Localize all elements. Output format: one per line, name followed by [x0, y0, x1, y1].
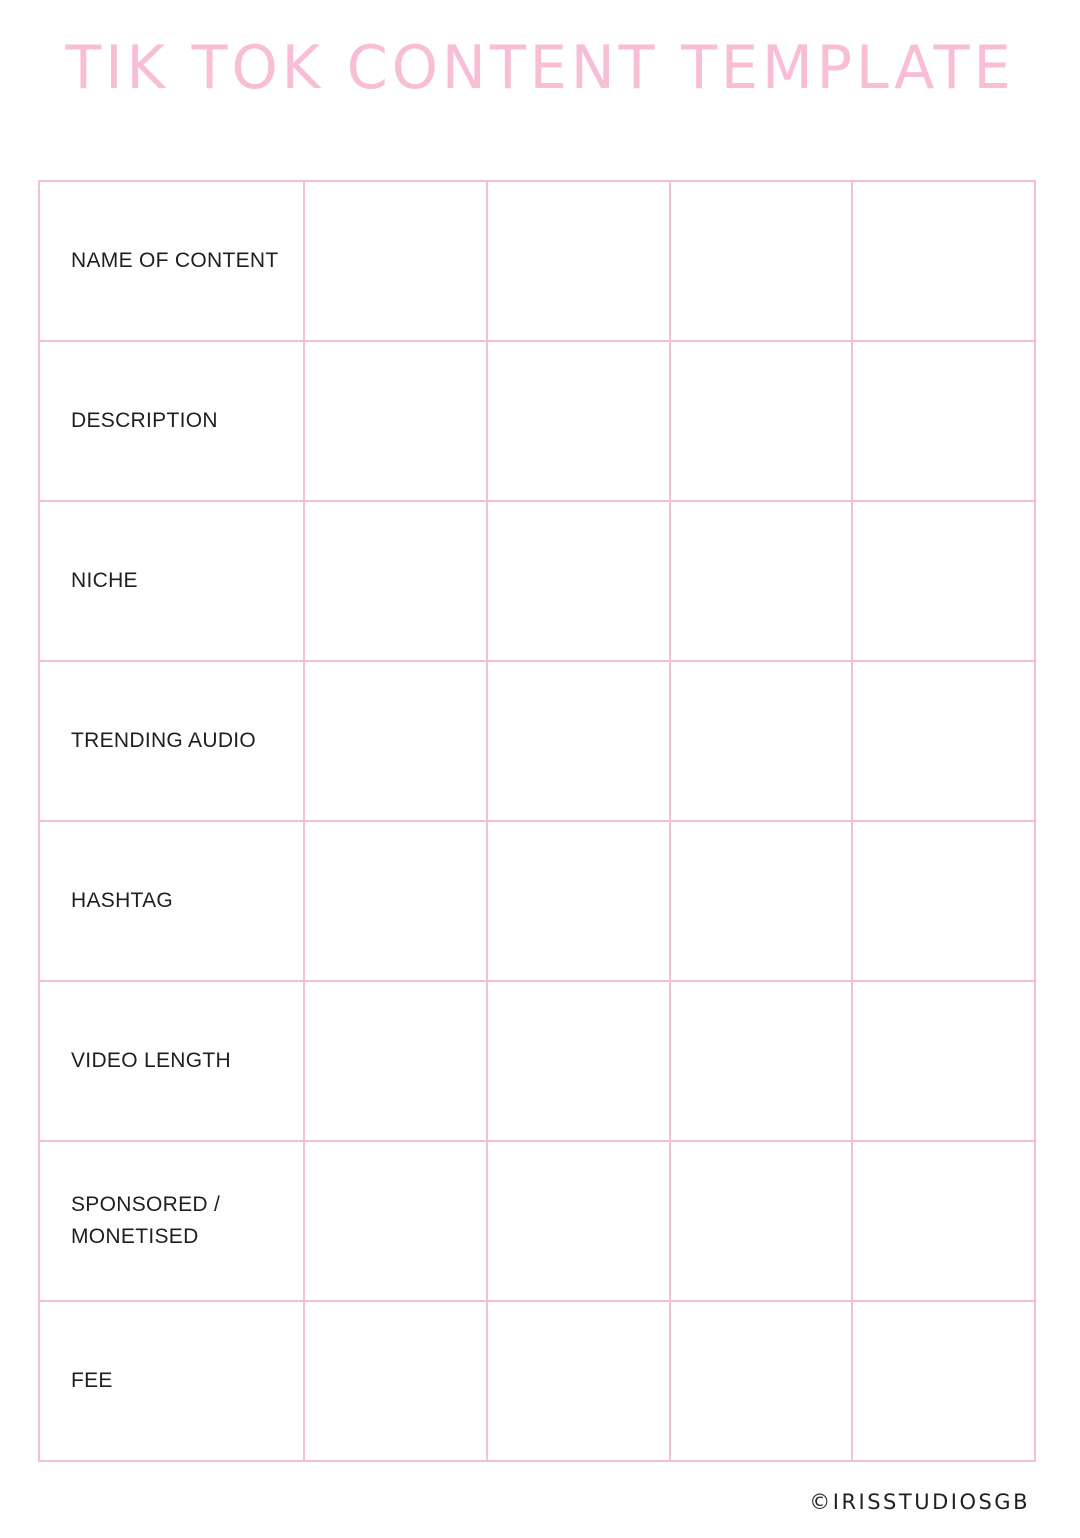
- row-label: HASHTAG: [39, 821, 304, 981]
- table-row-video-length: [39, 981, 1035, 1141]
- page-title: TIK TOK CONTENT TEMPLATE: [65, 33, 1015, 103]
- table-row-fee: [39, 1301, 1035, 1461]
- copyright-text: ©IRISSTUDIOSGB: [809, 1490, 1030, 1514]
- row-label: FEE: [39, 1301, 304, 1461]
- entry-cell[interactable]: [852, 661, 1035, 821]
- entry-cell[interactable]: [304, 1141, 487, 1301]
- entry-cell[interactable]: [852, 181, 1035, 341]
- entry-cell[interactable]: [304, 501, 487, 661]
- entry-cell[interactable]: [304, 821, 487, 981]
- entry-cell[interactable]: [670, 661, 853, 821]
- entry-cell[interactable]: [852, 821, 1035, 981]
- entry-cell[interactable]: [852, 1141, 1035, 1301]
- entry-cell[interactable]: [487, 181, 670, 341]
- entry-cell[interactable]: [304, 981, 487, 1141]
- entry-cell[interactable]: [487, 501, 670, 661]
- entry-cell[interactable]: [487, 1141, 670, 1301]
- entry-cell[interactable]: [487, 981, 670, 1141]
- entry-cell[interactable]: [852, 981, 1035, 1141]
- table-row-description: [39, 341, 1035, 501]
- entry-cell[interactable]: [852, 341, 1035, 501]
- entry-cell[interactable]: [487, 341, 670, 501]
- row-label: NICHE: [39, 501, 304, 661]
- entry-cell[interactable]: [304, 181, 487, 341]
- entry-cell[interactable]: [670, 821, 853, 981]
- table-row-sponsored-monetised: [39, 1141, 1035, 1301]
- entry-cell[interactable]: [670, 1141, 853, 1301]
- entry-cell[interactable]: [670, 501, 853, 661]
- entry-cell[interactable]: [670, 341, 853, 501]
- entry-cell[interactable]: [670, 1301, 853, 1461]
- row-label: VIDEO LENGTH: [39, 981, 304, 1141]
- entry-cell[interactable]: [304, 1301, 487, 1461]
- table-row-name-of-content: [39, 181, 1035, 341]
- table-row-trending-audio: [39, 661, 1035, 821]
- entry-cell[interactable]: [304, 341, 487, 501]
- entry-cell[interactable]: [670, 181, 853, 341]
- row-label: NAME OF CONTENT: [39, 181, 304, 341]
- table-row-niche: [39, 501, 1035, 661]
- row-label: DESCRIPTION: [39, 341, 304, 501]
- row-label: SPONSORED / MONETISED: [39, 1141, 304, 1301]
- entry-cell[interactable]: [304, 661, 487, 821]
- row-label: TRENDING AUDIO: [39, 661, 304, 821]
- content-planner-table: [38, 180, 1036, 1462]
- entry-cell[interactable]: [487, 1301, 670, 1461]
- entry-cell[interactable]: [852, 501, 1035, 661]
- entry-cell[interactable]: [670, 981, 853, 1141]
- entry-cell[interactable]: [487, 821, 670, 981]
- table-row-hashtag: [39, 821, 1035, 981]
- entry-cell[interactable]: [852, 1301, 1035, 1461]
- entry-cell[interactable]: [487, 661, 670, 821]
